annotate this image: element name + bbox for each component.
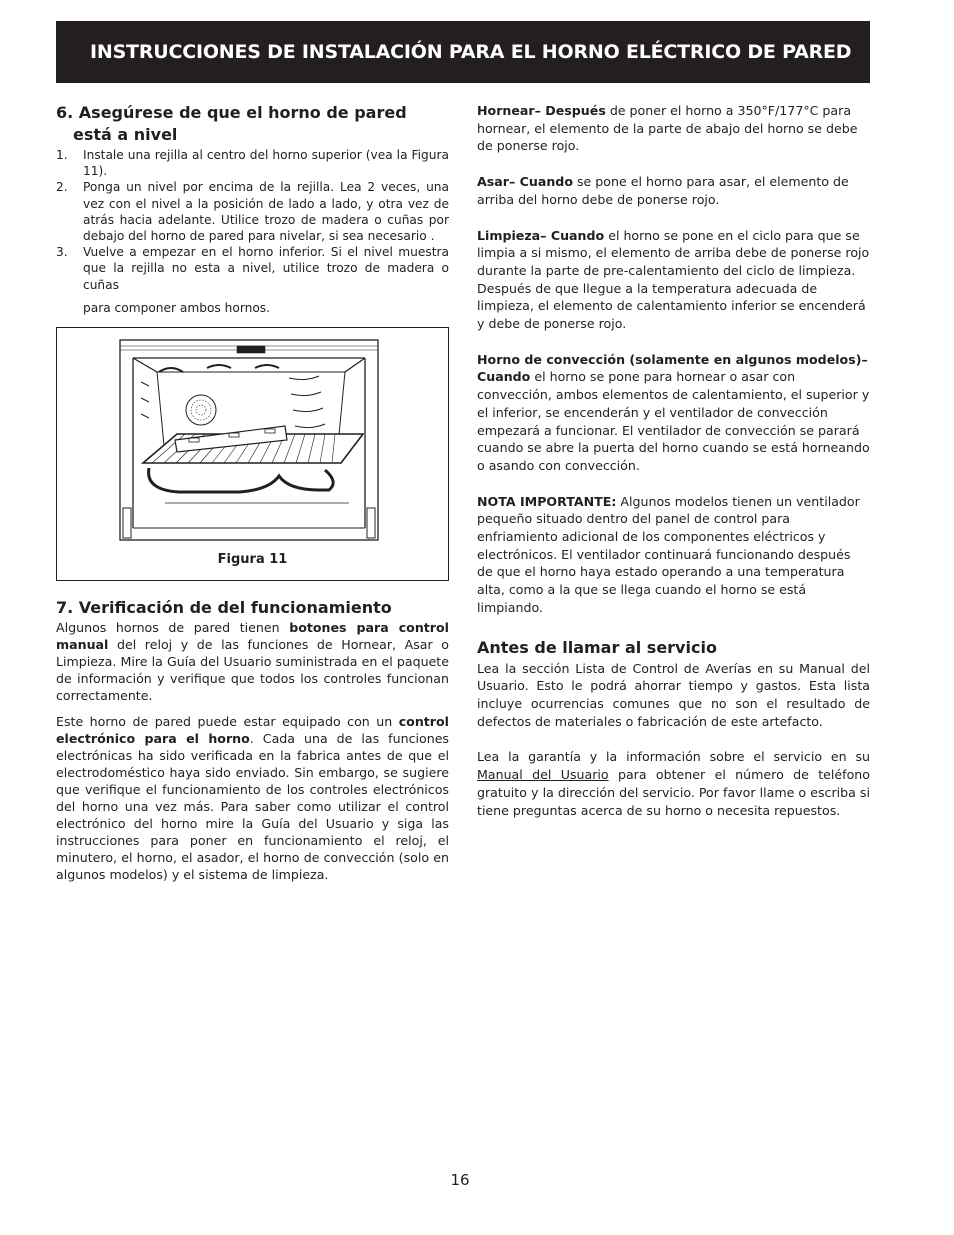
section-7-paragraph-1: Algunos hornos de pared tienen botones para control manual del reloj y de las funciones de Hornear, Asar o Limpieza. Mire la Guía del Usuario suministrada en el paquete de información y verifique que todos los controles funcionan correctamente. — [56, 620, 449, 703]
section-7-paragraph-2: Este horno de pared puede estar equipado con un control electrónico para el horno. Cada una de las funciones electrónicas ha sido verificada en la fabrica antes de que el electrodoméstico haya sido enviado. Sin embargo, se sugiere que verifique el funcionamiento de los controles electrónicos del horno una vez más. Para saber como utilizar el control electrónico del horno mire la Guía del Usuario y siga las instrucciones para poner en funcionamiento el reloj, el minutero, el horno, el asador, el horno de convección (solo en algunos modelos) y el sistema de limpieza. — [56, 714, 449, 882]
nota-paragraph: NOTA IMPORTANTE: Algunos modelos tienen un ventilador pequeño situado dentro del panel de control para enfriamiento adicional de los componentes eléctricos y electrónicos. El ventilador continuará funcionando después de que el horno haya estado operando a una temperatura alta, como a la que se llega cuando el horno se está limpiando. — [477, 493, 860, 615]
page-number: 16 — [450, 1171, 470, 1189]
asar-paragraph: Asar– Cuando se pone el horno para asar, el elemento de arriba del horno debe de ponerse rojo. — [477, 174, 849, 207]
conveccion-paragraph: Horno de convección (solamente en algunos modelos)– Cuando el horno se pone para hornear o asar con convección, ambos elementos de calentamiento, el superior y el inferior, se encenderán y el ventilador de convección empezará a funcionar. El ventilador de convección se parará cuando se abre la puerta del horno cuando se está horneando o asando con convección. — [477, 351, 870, 473]
service-paragraph-1: Lea la sección Lista de Control de Averías en su Manual del Usuario. Esto le podrá ahorrar tiempo y gastos. Esta lista incluye ocurrencias comunes que no son el resultado de defectos de materiales o fabricación de este artefacto. — [477, 660, 870, 729]
hornear-paragraph: Hornear– Después de poner el horno a 350°F/177°C para hornear, el elemento de la parte de abajo del horno se debe de ponerse rojo. — [477, 103, 858, 154]
list-item: 3. Vuelve a empezar en el horno inferior. Si el nivel muestra que la rejilla no esta a nivel, utilice trozo de madera o cuñas — [56, 245, 449, 292]
page-header-banner — [56, 21, 870, 83]
service-heading: Antes de llamar al servicio — [477, 637, 717, 657]
section-7-heading: 7. Verificación de del funcionamiento — [56, 598, 392, 617]
service-paragraph-2: Lea la garantía y la información sobre el servicio en su Manual del Usuario para obtener el número de teléfono gratuito y la dirección del servicio. Por favor llame o escriba si tiene preguntas acerca de su horno o necesita repuestos. — [477, 749, 870, 818]
section-6-heading: 6. Asegúrese de que el horno de pared está a nivel — [56, 103, 407, 144]
right-column — [477, 102, 870, 819]
section-6-steps — [56, 147, 449, 293]
section-7 — [56, 597, 449, 883]
figure-caption: Figura 11 — [217, 552, 288, 567]
list-item: 2. Ponga un nivel por encima de la rejilla. Lea 2 veces, una vez con el nivel a la posición de lado a lado, y otra vez de atrás hacia adelante. Utilice trozo de madera o cuñas por debajo del horno de pared para nivelar, si sea necesario . — [56, 180, 449, 244]
list-item: 1. Instale una rejilla al centro del horno superior (vea la Figura 11). — [56, 148, 449, 179]
limpieza-paragraph: Limpieza– Cuando el horno se pone en el ciclo para que se limpia a si mismo, el elemento de arriba debe de ponerse rojo durante la parte de pre-calentamiento del ciclo de limpieza. Después de que llegue a la temperatura adecuada de limpieza, el elemento de calentamiento inferior se encenderá y debe de ponerse rojo. — [477, 227, 870, 332]
step-continuation: para componer ambos hornos. — [83, 300, 271, 315]
figure-11 — [56, 327, 449, 581]
manual-del-usuario-reference: Manual del Usuario — [477, 767, 609, 783]
page-title: INSTRUCCIONES DE INSTALACIÓN PARA EL HORNO ELÉCTRICO DE PARED — [90, 41, 852, 63]
section-6 — [56, 102, 449, 318]
oven-rack-illustration — [119, 338, 379, 543]
